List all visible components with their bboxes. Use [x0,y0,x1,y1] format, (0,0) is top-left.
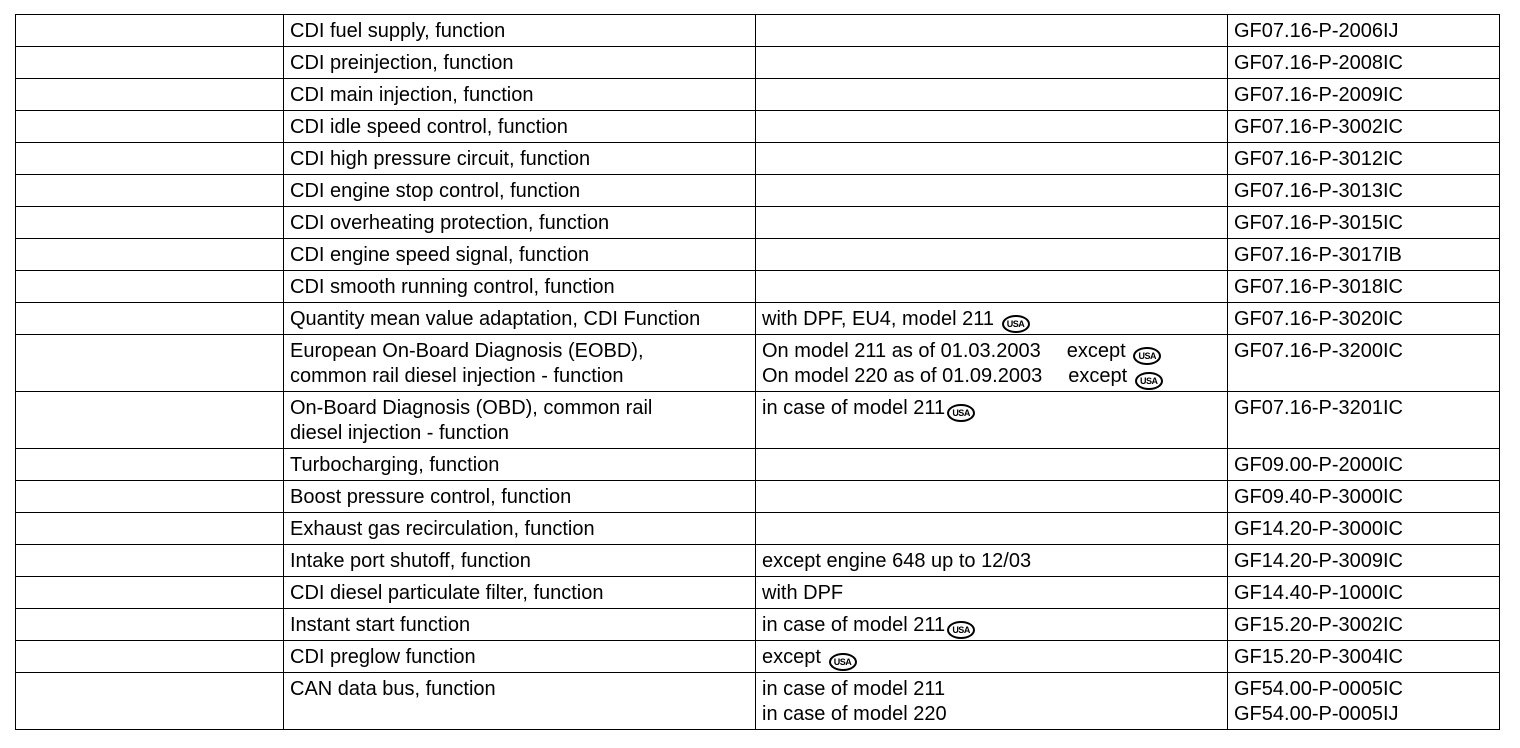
function-cell: CDI preglow function [284,641,756,673]
document-link[interactable]: GF14.20-P-3009IC [1228,545,1500,577]
condition-text: in case of model 211 [762,397,946,419]
condition-cell: in case of model 211 in case of model 220 [756,673,1228,730]
function-cell: On-Board Diagnosis (OBD), common rail diesel injection - function [284,392,756,449]
table-row [16,513,1500,545]
function-cell: CDI engine speed signal, function [284,239,756,271]
blank-cell [16,513,284,545]
condition-text: with DPF, EU4, model 211 [762,308,994,330]
except-text: except [1068,365,1128,387]
condition-cell [756,609,1228,641]
condition-cell [756,335,1228,392]
condition-cell [756,513,1228,545]
usa-icon: USA [1002,315,1030,333]
function-cell: CDI smooth running control, function [284,271,756,303]
table-row [16,79,1500,111]
table-row [16,15,1500,47]
condition-cell: with DPF [756,577,1228,609]
condition-text: in case of model 211 [762,614,946,636]
table-row [16,673,1500,730]
document-link[interactable]: GF07.16-P-3200IC [1228,335,1500,392]
condition-text: On model 211 as of 01.03.2003 [762,340,1041,362]
table-row [16,111,1500,143]
table-row [16,175,1500,207]
function-cell: CDI high pressure circuit, function [284,143,756,175]
function-cell: CDI diesel particulate filter, function [284,577,756,609]
document-link[interactable]: GF09.00-P-2000IC [1228,449,1500,481]
table-row [16,481,1500,513]
function-cell: Intake port shutoff, function [284,545,756,577]
blank-cell [16,335,284,392]
blank-cell [16,545,284,577]
document-link[interactable]: GF15.20-P-3004IC [1228,641,1500,673]
function-cell: CDI engine stop control, function [284,175,756,207]
function-cell: Quantity mean value adaptation, CDI Function [284,303,756,335]
function-cell: CDI main injection, function [284,79,756,111]
blank-cell [16,673,284,730]
document-link[interactable]: GF07.16-P-3201IC [1228,392,1500,449]
blank-cell [16,641,284,673]
table-row [16,392,1500,449]
usa-icon: USA [1133,347,1161,365]
table-row [16,545,1500,577]
blank-cell [16,271,284,303]
table-row [16,239,1500,271]
function-cell: CDI idle speed control, function [284,111,756,143]
blank-cell [16,143,284,175]
table-row [16,577,1500,609]
condition-cell [756,15,1228,47]
condition-cell [756,79,1228,111]
usa-icon: USA [947,621,975,639]
blank-cell [16,481,284,513]
usa-icon: USA [1135,372,1163,390]
condition-cell [756,143,1228,175]
function-cell: Turbocharging, function [284,449,756,481]
function-cell: CDI overheating protection, function [284,207,756,239]
table-row [16,641,1500,673]
blank-cell [16,577,284,609]
condition-cell [756,392,1228,449]
condition-text: except [762,646,821,668]
blank-cell [16,449,284,481]
table-row [16,47,1500,79]
usa-icon: USA [947,404,975,422]
condition-cell [756,271,1228,303]
function-reference-table [15,14,1500,730]
condition-cell [756,207,1228,239]
document-link[interactable]: GF09.40-P-3000IC [1228,481,1500,513]
condition-cell [756,239,1228,271]
blank-cell [16,239,284,271]
function-cell: CDI fuel supply, function [284,15,756,47]
document-link[interactable]: GF07.16-P-2006IJ [1228,15,1500,47]
table-row [16,335,1500,392]
function-cell: CDI preinjection, function [284,47,756,79]
usa-icon: USA [829,653,857,671]
document-link[interactable]: GF54.00-P-0005IC GF54.00-P-0005IJ [1228,673,1500,730]
condition-cell [756,175,1228,207]
document-link[interactable]: GF07.16-P-3012IC [1228,143,1500,175]
table-row [16,271,1500,303]
condition-text: On model 220 as of 01.09.2003 [762,365,1043,387]
condition-cell [756,303,1228,335]
blank-cell [16,609,284,641]
table-row [16,143,1500,175]
document-link[interactable]: GF14.20-P-3000IC [1228,513,1500,545]
except-text: except [1066,340,1126,362]
blank-cell [16,207,284,239]
blank-cell [16,15,284,47]
blank-cell [16,392,284,449]
document-link[interactable]: GF07.16-P-3020IC [1228,303,1500,335]
condition-cell [756,641,1228,673]
blank-cell [16,79,284,111]
blank-cell [16,111,284,143]
condition-cell [756,449,1228,481]
document-link[interactable]: GF07.16-P-3017IB [1228,239,1500,271]
document-link[interactable]: GF07.16-P-3013IC [1228,175,1500,207]
condition-cell [756,111,1228,143]
function-cell: Instant start function [284,609,756,641]
document-link[interactable]: GF14.40-P-1000IC [1228,577,1500,609]
function-cell: Boost pressure control, function [284,481,756,513]
function-cell: Exhaust gas recirculation, function [284,513,756,545]
table-row [16,207,1500,239]
blank-cell [16,303,284,335]
document-link[interactable]: GF15.20-P-3002IC [1228,609,1500,641]
document-link[interactable]: GF07.16-P-2009IC [1228,79,1500,111]
table-row [16,449,1500,481]
condition-cell [756,481,1228,513]
condition-cell: except engine 648 up to 12/03 [756,545,1228,577]
table-row [16,609,1500,641]
table-row [16,303,1500,335]
condition-cell [756,47,1228,79]
blank-cell [16,175,284,207]
document-link[interactable]: GF07.16-P-2008IC [1228,47,1500,79]
document-link[interactable]: GF07.16-P-3002IC [1228,111,1500,143]
function-cell: CAN data bus, function [284,673,756,730]
function-cell: European On-Board Diagnosis (EOBD), common rail diesel injection - function [284,335,756,392]
blank-cell [16,47,284,79]
document-link[interactable]: GF07.16-P-3018IC [1228,271,1500,303]
document-link[interactable]: GF07.16-P-3015IC [1228,207,1500,239]
